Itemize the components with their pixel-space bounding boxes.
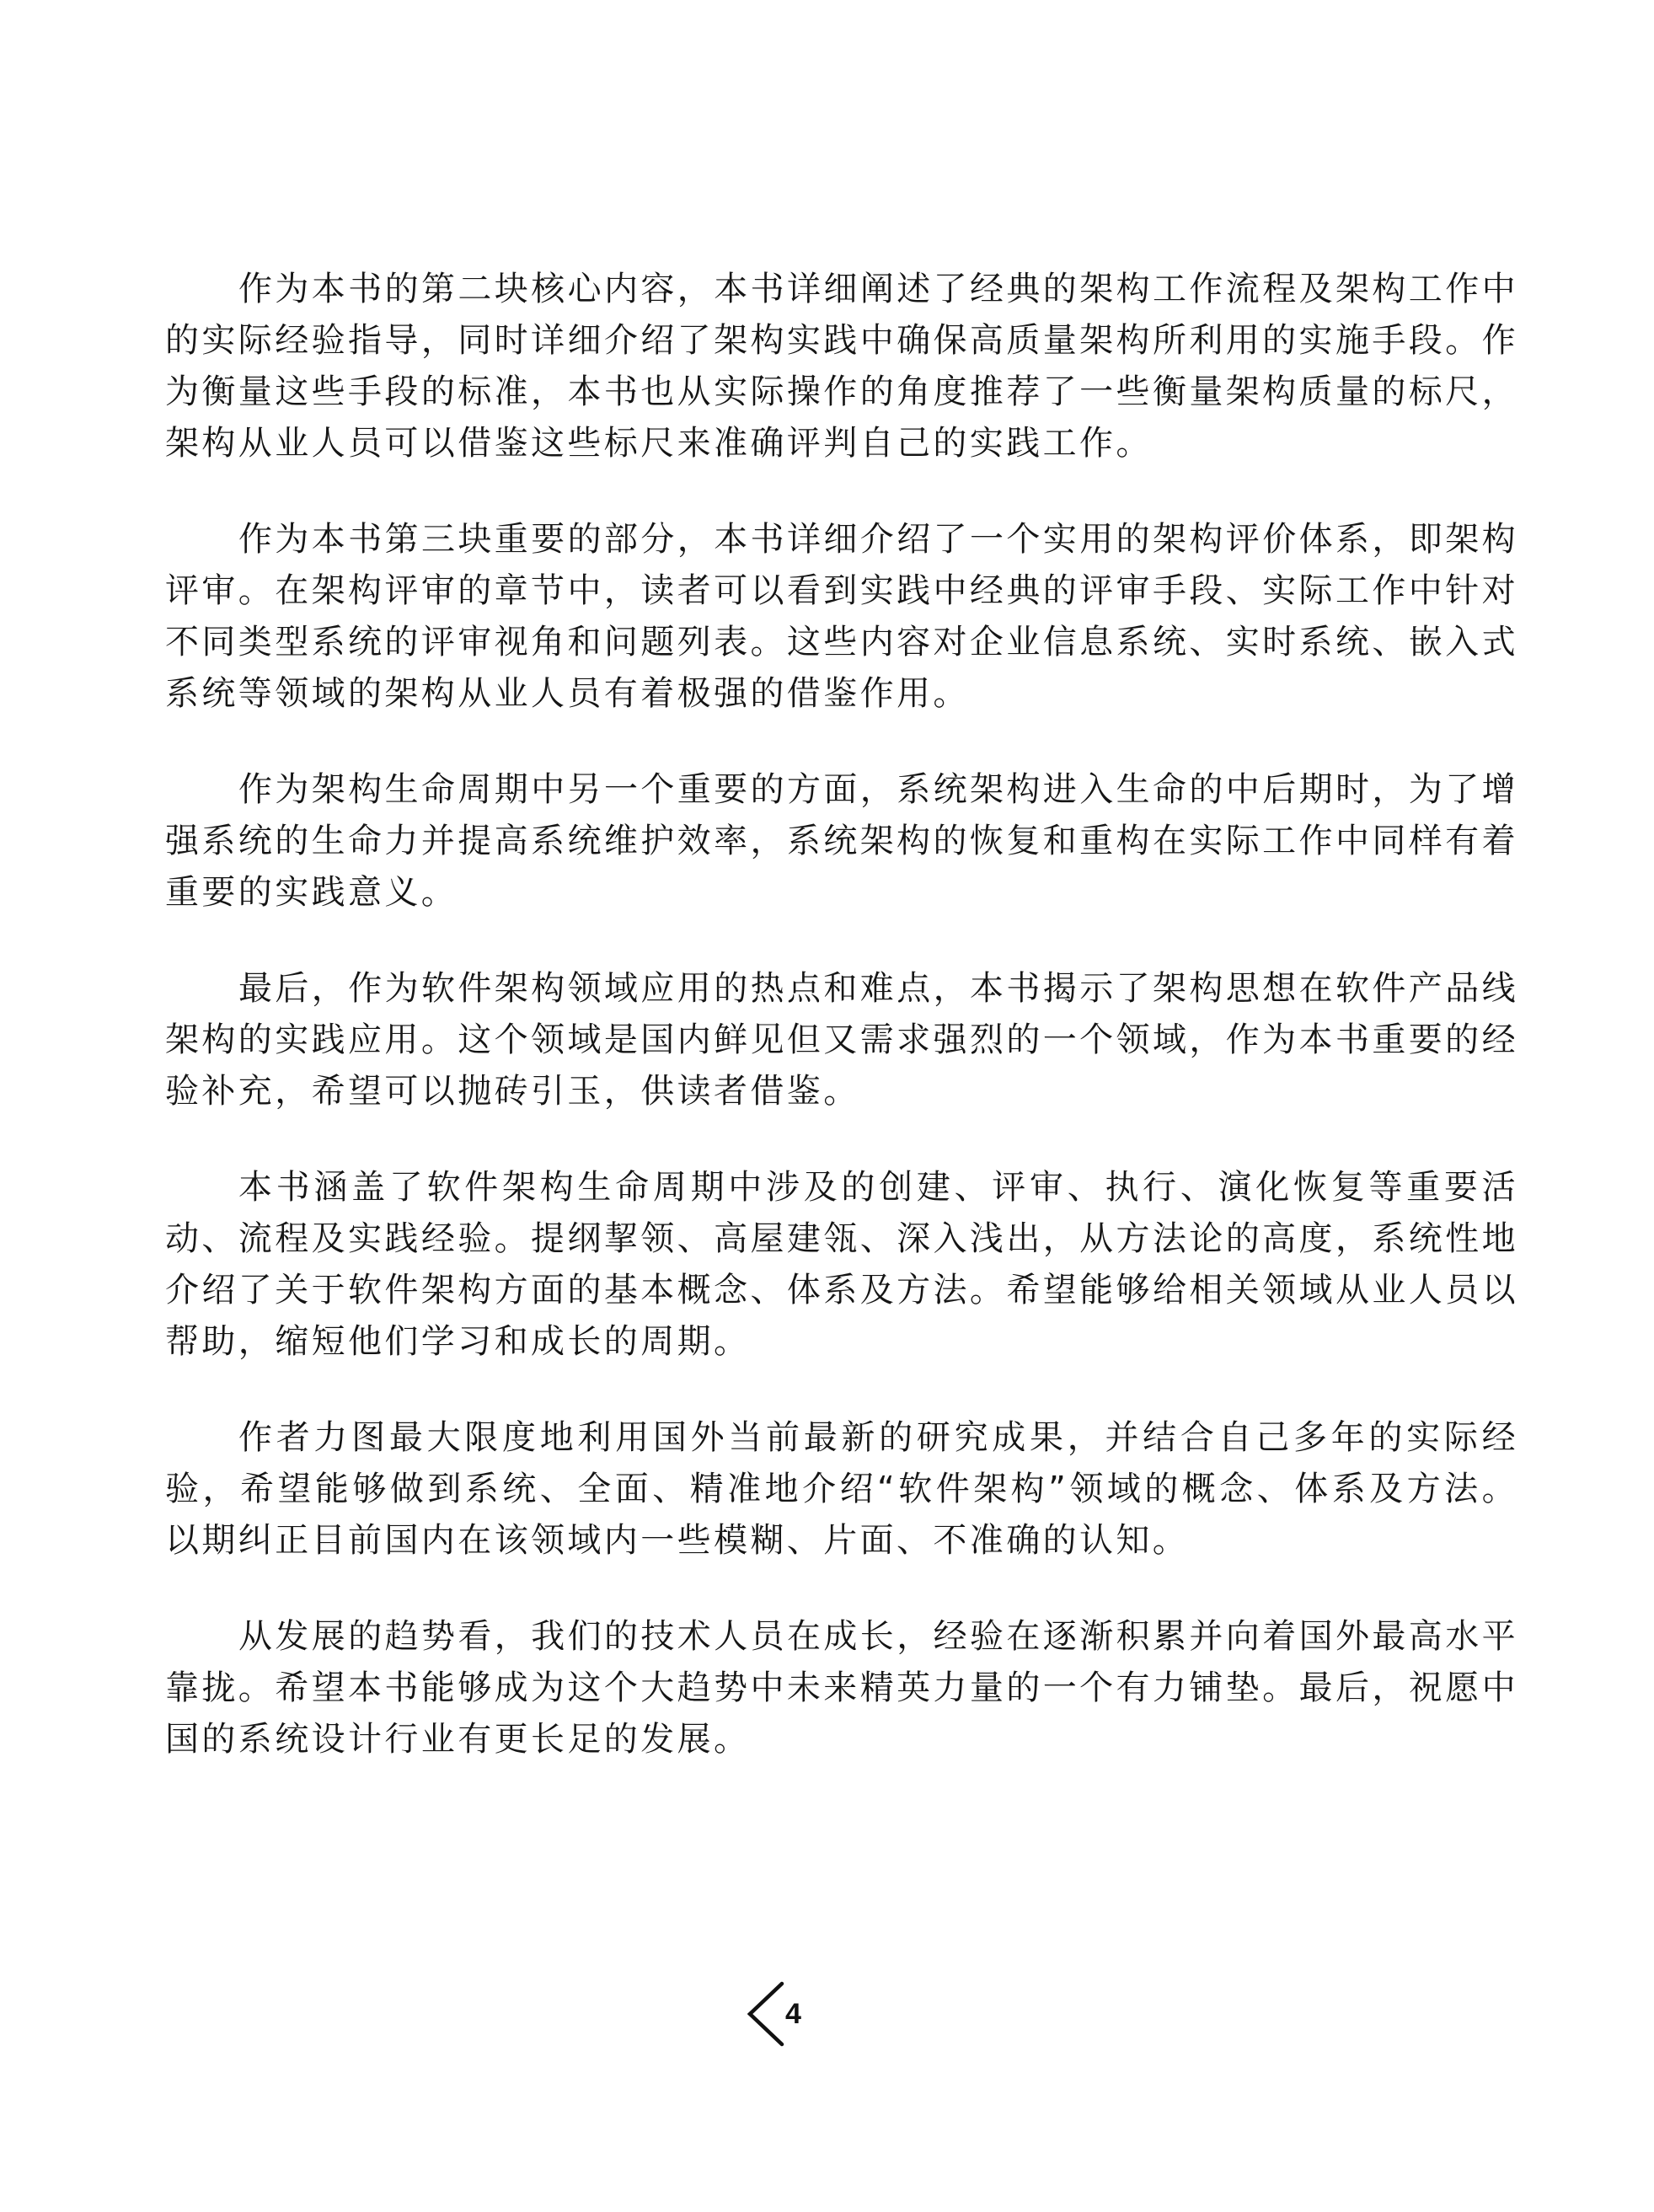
paragraph-core-content-2: 作为本书的第二块核心内容，本书详细阐述了经典的架构工作流程及架构工作中的实际经验指导，同时详细介绍了架构实践中确保高质量架构所利用的实施手段。作为衡量这些手段的标准，本书也从实际操作的角度推荐了一些衡量架构质量的标尺，架构从业人员可以借鉴这些标尺来准确评判自己的实践工作。	[165, 270, 1518, 463]
paragraph-product-line: 最后，作为软件架构领域应用的热点和难点，本书揭示了架构思想在软件产品线架构的实践应用。这个领域是国内鲜见但又需求强烈的一个领域，作为本书重要的经验补充，希望可以抛砖引玉，供读者借鉴。	[165, 969, 1518, 1111]
left-chevron-icon	[745, 1980, 785, 2048]
body-text	[165, 264, 1518, 1765]
page-number-marker	[745, 1980, 812, 2048]
paragraph-architecture-review: 作为本书第三块重要的部分，本书详细介绍了一个实用的架构评价体系，即架构评审。在架构评审的章节中，读者可以看到实践中经典的评审手段、实际工作中针对不同类型系统的评审视角和问题列表。这些内容对企业信息系统、实时系统、嵌入式系统等领域的架构从业人员有着极强的借鉴作用。	[165, 520, 1518, 713]
paragraph-recovery-refactoring: 作为架构生命周期中另一个重要的方面，系统架构进入生命的中后期时，为了增强系统的生命力并提高系统维护效率，系统架构的恢复和重构在实际工作中同样有着重要的实践意义。	[165, 770, 1518, 912]
paragraph-closing: 从发展的趋势看，我们的技术人员在成长，经验在逐渐积累并向着国外最高水平靠拢。希望本书能够成为这个大趋势中未来精英力量的一个有力铺垫。最后，祝愿中国的系统设计行业有更长足的发展。	[165, 1617, 1518, 1759]
paragraph-book-scope: 本书涵盖了软件架构生命周期中涉及的创建、评审、执行、演化恢复等重要活动、流程及实践经验。提纲挈领、高屋建瓴、深入浅出，从方法论的高度，系统性地介绍了关于软件架构方面的基本概念、体系及方法。希望能够给相关领域从业人员以帮助，缩短他们学习和成长的周期。	[165, 1168, 1518, 1361]
page-number: 4	[785, 1998, 801, 2030]
paragraph-author-intent: 作者力图最大限度地利用国外当前最新的研究成果，并结合自己多年的实际经验，希望能够做到系统、全面、精准地介绍“软件架构”领域的概念、体系及方法。以期纠正目前国内在该领域内一些模糊、片面、不准确的认知。	[165, 1418, 1518, 1560]
